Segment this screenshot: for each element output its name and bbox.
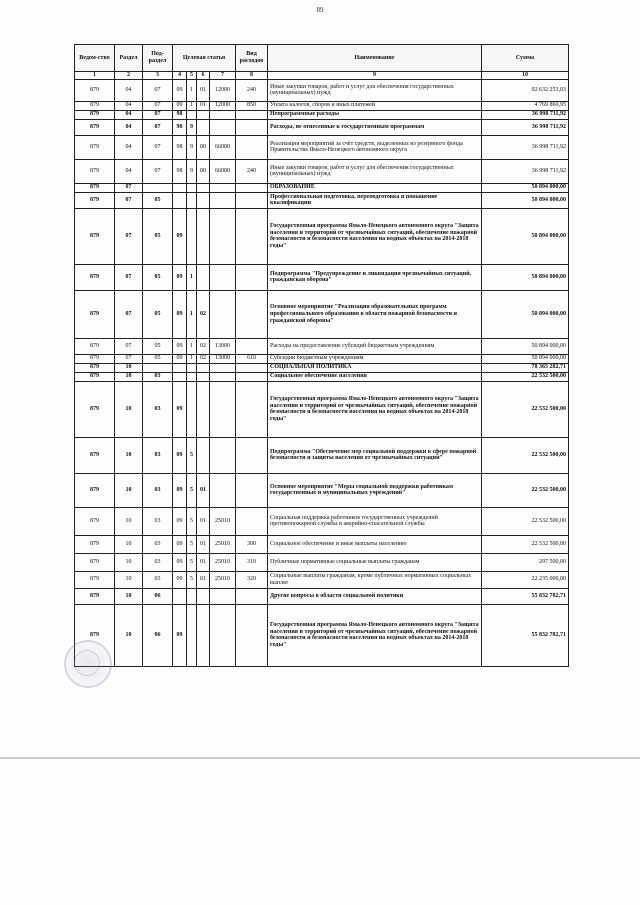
cell-target-event	[197, 110, 210, 119]
cell-target-event: 01	[197, 571, 210, 588]
cell-sum: 297 500,00	[482, 553, 569, 571]
cell-target-subprogram: 1	[187, 101, 197, 110]
cell-target-subprogram: 5	[187, 473, 197, 507]
cell-expense-type	[236, 473, 268, 507]
cell-target-event: 02	[197, 354, 210, 363]
cell-name: Государственная программа Ямало-Ненецкого автономного округа "Защита населения и территорий от чрезвычайных ситуаций, обеспечение пожарной безопасности и безопасности населения на водных объектах на 2014-2018 годы"	[268, 604, 482, 666]
cell-name: Иные закупки товаров, работ и услуг для обеспечения государственных (муниципальных) нужд	[268, 159, 482, 183]
cell-target-program: 09	[173, 553, 187, 571]
cell-sum: 22 532 500,00	[482, 535, 569, 553]
cell-sum: 36 998 711,92	[482, 159, 569, 183]
cell-expense-type	[236, 192, 268, 208]
column-number: 7	[210, 72, 236, 80]
cell-expense-type	[236, 208, 268, 264]
cell-target-program: 09	[173, 535, 187, 553]
cell-sum: 22 532 500,00	[482, 473, 569, 507]
cell-expense-type	[236, 381, 268, 437]
cell-razdel: 07	[115, 183, 143, 192]
column-number-row	[75, 72, 569, 80]
cell-sum: 50 894 000,00	[482, 264, 569, 290]
table-row	[75, 110, 569, 119]
cell-target-direction: 25010	[210, 507, 236, 535]
cell-name: Государственная программа Ямало-Ненецкого автономного округа "Защита населения и территорий от чрезвычайных ситуаций, обеспечение пожарной безопасности и безопасности населения на водных объектах на 2014-2018 годы"	[268, 208, 482, 264]
cell-razdel: 10	[115, 363, 143, 372]
cell-target-subprogram: 9	[187, 119, 197, 135]
cell-sum: 36 998 711,92	[482, 110, 569, 119]
cell-target-program: 09	[173, 354, 187, 363]
cell-sum: 22 532 500,00	[482, 507, 569, 535]
cell-target-program: 09	[173, 338, 187, 354]
cell-razdel: 10	[115, 553, 143, 571]
cell-sum: 36 998 711,92	[482, 119, 569, 135]
cell-vedomstvo: 879	[75, 473, 115, 507]
cell-expense-type	[236, 135, 268, 159]
cell-target-direction: 66000	[210, 135, 236, 159]
cell-target-event: 01	[197, 101, 210, 110]
cell-razdel: 10	[115, 507, 143, 535]
cell-name: Расходы, не отнесенные к государственным программам	[268, 119, 482, 135]
cell-target-event: 01	[197, 553, 210, 571]
cell-sum: 22 235 000,00	[482, 571, 569, 588]
cell-name: Государственная программа Ямало-Ненецкого автономного округа "Защита населения и территорий от чрезвычайных ситуаций, обеспечение пожарной безопасности и безопасности населения на водных объектах на 2014-2018 годы"	[268, 381, 482, 437]
column-number: 3	[143, 72, 173, 80]
cell-target-direction: 13000	[210, 354, 236, 363]
cell-target-program: 09	[173, 101, 187, 110]
cell-sum: 55 832 782,71	[482, 588, 569, 604]
cell-sum: 78 365 282,71	[482, 363, 569, 372]
table-row	[75, 290, 569, 338]
cell-target-program: 98	[173, 135, 187, 159]
cell-name: Социальное обеспечение и иные выплаты населению	[268, 535, 482, 553]
cell-podrazdel	[143, 363, 173, 372]
table-row	[75, 159, 569, 183]
cell-vedomstvo: 879	[75, 110, 115, 119]
cell-target-event	[197, 588, 210, 604]
cell-target-program: 09	[173, 79, 187, 101]
table-row	[75, 183, 569, 192]
cell-name: Субсидии бюджетным учреждениям	[268, 354, 482, 363]
cell-razdel: 04	[115, 159, 143, 183]
table-row	[75, 473, 569, 507]
cell-vedomstvo: 879	[75, 437, 115, 473]
column-number: 9	[268, 72, 482, 80]
cell-vedomstvo: 879	[75, 290, 115, 338]
header-name: Наименование	[268, 45, 482, 72]
cell-podrazdel: 03	[143, 381, 173, 437]
cell-target-direction: 12000	[210, 79, 236, 101]
cell-podrazdel: 07	[143, 110, 173, 119]
cell-name: Социальная поддержка работников государственных учреждений противопожарной службы и аварийно-спасательной службы	[268, 507, 482, 535]
cell-expense-type	[236, 372, 268, 381]
cell-target-direction	[210, 192, 236, 208]
cell-expense-type: 240	[236, 79, 268, 101]
cell-razdel: 10	[115, 381, 143, 437]
cell-target-program: 09	[173, 571, 187, 588]
cell-target-program: 09	[173, 473, 187, 507]
cell-vedomstvo: 879	[75, 264, 115, 290]
table-row	[75, 119, 569, 135]
cell-expense-type: 300	[236, 535, 268, 553]
cell-target-program	[173, 363, 187, 372]
cell-podrazdel: 05	[143, 290, 173, 338]
cell-target-event	[197, 119, 210, 135]
cell-name: Профессиональная подготовка, переподготовка и повышение квалификации	[268, 192, 482, 208]
cell-target-subprogram	[187, 192, 197, 208]
table-row	[75, 553, 569, 571]
cell-sum: 55 832 782,71	[482, 604, 569, 666]
cell-podrazdel: 03	[143, 553, 173, 571]
cell-name: Социальное обеспечение населения	[268, 372, 482, 381]
cell-target-direction: 66000	[210, 159, 236, 183]
cell-expense-type: 610	[236, 354, 268, 363]
cell-podrazdel: 07	[143, 119, 173, 135]
cell-name: Публичные нормативные социальные выплаты гражданам	[268, 553, 482, 571]
cell-expense-type	[236, 507, 268, 535]
cell-target-event: 00	[197, 135, 210, 159]
header-razdel: Раздел	[115, 45, 143, 72]
cell-podrazdel: 06	[143, 604, 173, 666]
cell-target-program: 09	[173, 208, 187, 264]
cell-sum: 50 894 000,00	[482, 192, 569, 208]
table-row	[75, 571, 569, 588]
cell-target-program: 98	[173, 159, 187, 183]
cell-target-event	[197, 604, 210, 666]
cell-target-subprogram: 1	[187, 79, 197, 101]
cell-target-direction	[210, 473, 236, 507]
table-row	[75, 535, 569, 553]
cell-target-direction	[210, 119, 236, 135]
cell-target-subprogram: 5	[187, 553, 197, 571]
table-header-row	[75, 45, 569, 72]
cell-podrazdel: 06	[143, 588, 173, 604]
cell-vedomstvo: 879	[75, 588, 115, 604]
cell-razdel: 07	[115, 338, 143, 354]
cell-name: Уплата налогов, сборов и иных платежей	[268, 101, 482, 110]
cell-target-subprogram: 5	[187, 437, 197, 473]
cell-target-event: 01	[197, 507, 210, 535]
cell-target-subprogram: 5	[187, 535, 197, 553]
cell-expense-type	[236, 183, 268, 192]
cell-target-event: 01	[197, 535, 210, 553]
budget-table	[74, 44, 569, 667]
cell-razdel: 04	[115, 119, 143, 135]
cell-razdel: 10	[115, 604, 143, 666]
cell-name: Подпрограмма "Обеспечение мер социальной поддержки в сфере пожарной безопасности и защиты населения от чрезвычайных ситуаций"	[268, 437, 482, 473]
cell-target-event	[197, 264, 210, 290]
cell-vedomstvo: 879	[75, 604, 115, 666]
cell-target-event	[197, 208, 210, 264]
cell-expense-type	[236, 119, 268, 135]
cell-expense-type: 320	[236, 571, 268, 588]
cell-podrazdel: 07	[143, 159, 173, 183]
cell-podrazdel: 03	[143, 507, 173, 535]
cell-target-direction: 13000	[210, 338, 236, 354]
cell-target-program: 09	[173, 437, 187, 473]
cell-target-event	[197, 183, 210, 192]
cell-target-subprogram: 5	[187, 507, 197, 535]
cell-name: Иные закупки товаров, работ и услуг для обеспечения государственных (муниципальных) нужд	[268, 79, 482, 101]
cell-sum: 50 894 000,00	[482, 183, 569, 192]
cell-razdel: 10	[115, 535, 143, 553]
cell-vedomstvo: 879	[75, 101, 115, 110]
cell-sum: 50 894 000,00	[482, 354, 569, 363]
cell-target-program	[173, 372, 187, 381]
header-vedomstvo: Ведом-ство	[75, 45, 115, 72]
cell-sum: 36 998 711,92	[482, 135, 569, 159]
cell-target-direction	[210, 604, 236, 666]
column-number: 8	[236, 72, 268, 80]
column-number: 5	[187, 72, 197, 80]
column-number: 4	[173, 72, 187, 80]
cell-target-subprogram	[187, 208, 197, 264]
cell-name: Другие вопросы в области социальной политики	[268, 588, 482, 604]
cell-target-event	[197, 192, 210, 208]
cell-name: Основное мероприятие "Реализация образовательных программ профессионального образования в области пожарной безопасности и гражданской обороны"	[268, 290, 482, 338]
cell-vedomstvo: 879	[75, 79, 115, 101]
table-row	[75, 264, 569, 290]
cell-podrazdel: 03	[143, 473, 173, 507]
cell-target-direction	[210, 110, 236, 119]
cell-expense-type	[236, 110, 268, 119]
cell-vedomstvo: 879	[75, 553, 115, 571]
cell-vedomstvo: 879	[75, 338, 115, 354]
table-row	[75, 135, 569, 159]
cell-podrazdel	[143, 183, 173, 192]
cell-podrazdel: 03	[143, 571, 173, 588]
cell-razdel: 10	[115, 437, 143, 473]
cell-name: Основное мероприятие "Меры социальной поддержки работникам государственных и муниципальных учреждений"	[268, 473, 482, 507]
cell-target-subprogram	[187, 110, 197, 119]
cell-target-direction: 25010	[210, 571, 236, 588]
table-row	[75, 192, 569, 208]
cell-podrazdel: 05	[143, 354, 173, 363]
cell-sum: 22 532 500,00	[482, 437, 569, 473]
cell-target-subprogram	[187, 588, 197, 604]
cell-vedomstvo: 879	[75, 183, 115, 192]
cell-target-program: 09	[173, 264, 187, 290]
cell-razdel: 07	[115, 192, 143, 208]
cell-sum: 50 894 000,00	[482, 290, 569, 338]
cell-target-direction	[210, 290, 236, 338]
cell-vedomstvo: 879	[75, 535, 115, 553]
cell-target-event: 01	[197, 473, 210, 507]
cell-vedomstvo: 879	[75, 208, 115, 264]
cell-target-subprogram	[187, 372, 197, 381]
cell-target-direction	[210, 372, 236, 381]
page-number: 89	[316, 6, 324, 14]
cell-target-subprogram: 5	[187, 571, 197, 588]
cell-vedomstvo: 879	[75, 381, 115, 437]
cell-name: Непрограммные расходы	[268, 110, 482, 119]
table-row	[75, 604, 569, 666]
cell-target-direction	[210, 381, 236, 437]
cell-expense-type	[236, 437, 268, 473]
cell-target-direction: 25010	[210, 553, 236, 571]
cell-name: ОБРАЗОВАНИЕ	[268, 183, 482, 192]
table-row	[75, 381, 569, 437]
header-expense-type: Вид расходов	[236, 45, 268, 72]
cell-sum: 50 894 000,00	[482, 338, 569, 354]
column-number: 1	[75, 72, 115, 80]
cell-podrazdel: 05	[143, 264, 173, 290]
cell-target-direction	[210, 437, 236, 473]
cell-expense-type	[236, 264, 268, 290]
header-target-article: Целевая статья	[173, 45, 236, 72]
cell-expense-type: 240	[236, 159, 268, 183]
cell-podrazdel: 05	[143, 192, 173, 208]
cell-target-program: 98	[173, 110, 187, 119]
cell-sum: 4 769 860,95	[482, 101, 569, 110]
cell-target-event	[197, 381, 210, 437]
cell-target-event	[197, 363, 210, 372]
table-body	[75, 79, 569, 666]
cell-razdel: 10	[115, 588, 143, 604]
cell-target-direction: 25010	[210, 535, 236, 553]
table-row	[75, 507, 569, 535]
cell-target-program: 09	[173, 290, 187, 338]
column-number: 10	[482, 72, 569, 80]
cell-razdel: 04	[115, 79, 143, 101]
header-podrazdel: Под-раздел	[143, 45, 173, 72]
cell-target-subprogram: 9	[187, 135, 197, 159]
header-sum: Сумма	[482, 45, 569, 72]
cell-expense-type: 310	[236, 553, 268, 571]
cell-razdel: 07	[115, 354, 143, 363]
cell-podrazdel: 03	[143, 535, 173, 553]
cell-vedomstvo: 879	[75, 354, 115, 363]
cell-expense-type	[236, 363, 268, 372]
cell-target-event: 02	[197, 338, 210, 354]
cell-razdel: 04	[115, 101, 143, 110]
table-row	[75, 338, 569, 354]
cell-razdel: 07	[115, 290, 143, 338]
cell-target-event	[197, 372, 210, 381]
table-row	[75, 372, 569, 381]
table-row	[75, 208, 569, 264]
cell-target-direction	[210, 363, 236, 372]
cell-vedomstvo: 879	[75, 363, 115, 372]
cell-target-direction	[210, 264, 236, 290]
table-row	[75, 79, 569, 101]
cell-target-direction	[210, 588, 236, 604]
cell-razdel: 07	[115, 264, 143, 290]
table-row	[75, 354, 569, 363]
cell-razdel: 04	[115, 110, 143, 119]
cell-target-direction: 12000	[210, 101, 236, 110]
cell-target-program	[173, 192, 187, 208]
cell-target-program: 09	[173, 604, 187, 666]
scan-edge-line	[0, 757, 640, 759]
cell-name: Расходы на предоставление субсидий бюджетным учреждениям	[268, 338, 482, 354]
cell-expense-type	[236, 604, 268, 666]
cell-target-program: 98	[173, 119, 187, 135]
cell-vedomstvo: 879	[75, 507, 115, 535]
cell-name: Подпрограмма "Предупреждение и ликвидация чрезвычайных ситуаций, гражданская оборона"	[268, 264, 482, 290]
cell-vedomstvo: 879	[75, 571, 115, 588]
cell-vedomstvo: 879	[75, 135, 115, 159]
cell-target-program: 09	[173, 507, 187, 535]
cell-expense-type	[236, 338, 268, 354]
cell-sum: 50 894 000,00	[482, 208, 569, 264]
cell-target-subprogram	[187, 381, 197, 437]
cell-expense-type: 850	[236, 101, 268, 110]
cell-razdel: 10	[115, 571, 143, 588]
cell-razdel: 10	[115, 473, 143, 507]
cell-podrazdel: 05	[143, 208, 173, 264]
cell-podrazdel: 07	[143, 79, 173, 101]
cell-target-direction	[210, 183, 236, 192]
cell-sum: 92 632 253,03	[482, 79, 569, 101]
cell-target-event: 02	[197, 290, 210, 338]
cell-target-subprogram: 1	[187, 290, 197, 338]
table-row	[75, 101, 569, 110]
cell-target-program	[173, 183, 187, 192]
cell-target-program: 09	[173, 381, 187, 437]
cell-name: СОЦИАЛЬНАЯ ПОЛИТИКА	[268, 363, 482, 372]
cell-target-event: 01	[197, 79, 210, 101]
column-number: 6	[197, 72, 210, 80]
cell-sum: 22 532 500,00	[482, 372, 569, 381]
cell-vedomstvo: 879	[75, 372, 115, 381]
cell-podrazdel: 07	[143, 101, 173, 110]
table-row	[75, 437, 569, 473]
cell-target-direction	[210, 208, 236, 264]
cell-target-subprogram: 1	[187, 338, 197, 354]
cell-vedomstvo: 879	[75, 159, 115, 183]
cell-target-subprogram: 9	[187, 159, 197, 183]
cell-sum: 22 532 500,00	[482, 381, 569, 437]
cell-podrazdel: 03	[143, 437, 173, 473]
cell-podrazdel: 03	[143, 372, 173, 381]
cell-name: Социальные выплаты гражданам, кроме публичных нормативных социальных выплат	[268, 571, 482, 588]
cell-target-event: 00	[197, 159, 210, 183]
cell-expense-type	[236, 588, 268, 604]
table-row	[75, 363, 569, 372]
cell-target-program	[173, 588, 187, 604]
cell-vedomstvo: 879	[75, 192, 115, 208]
cell-razdel: 04	[115, 135, 143, 159]
cell-target-subprogram: 1	[187, 264, 197, 290]
cell-razdel: 07	[115, 208, 143, 264]
cell-expense-type	[236, 290, 268, 338]
cell-podrazdel: 05	[143, 338, 173, 354]
cell-target-subprogram	[187, 604, 197, 666]
cell-target-event	[197, 437, 210, 473]
cell-podrazdel: 07	[143, 135, 173, 159]
column-number: 2	[115, 72, 143, 80]
cell-target-subprogram	[187, 363, 197, 372]
cell-target-subprogram	[187, 183, 197, 192]
cell-target-subprogram: 1	[187, 354, 197, 363]
table-row	[75, 588, 569, 604]
cell-razdel: 10	[115, 372, 143, 381]
cell-vedomstvo: 879	[75, 119, 115, 135]
official-seal-stamp	[64, 640, 112, 688]
cell-name: Реализация мероприятий за счёт средств, выделенных из резервного фонда Правительства Ямало-Ненецкого автономного округа	[268, 135, 482, 159]
